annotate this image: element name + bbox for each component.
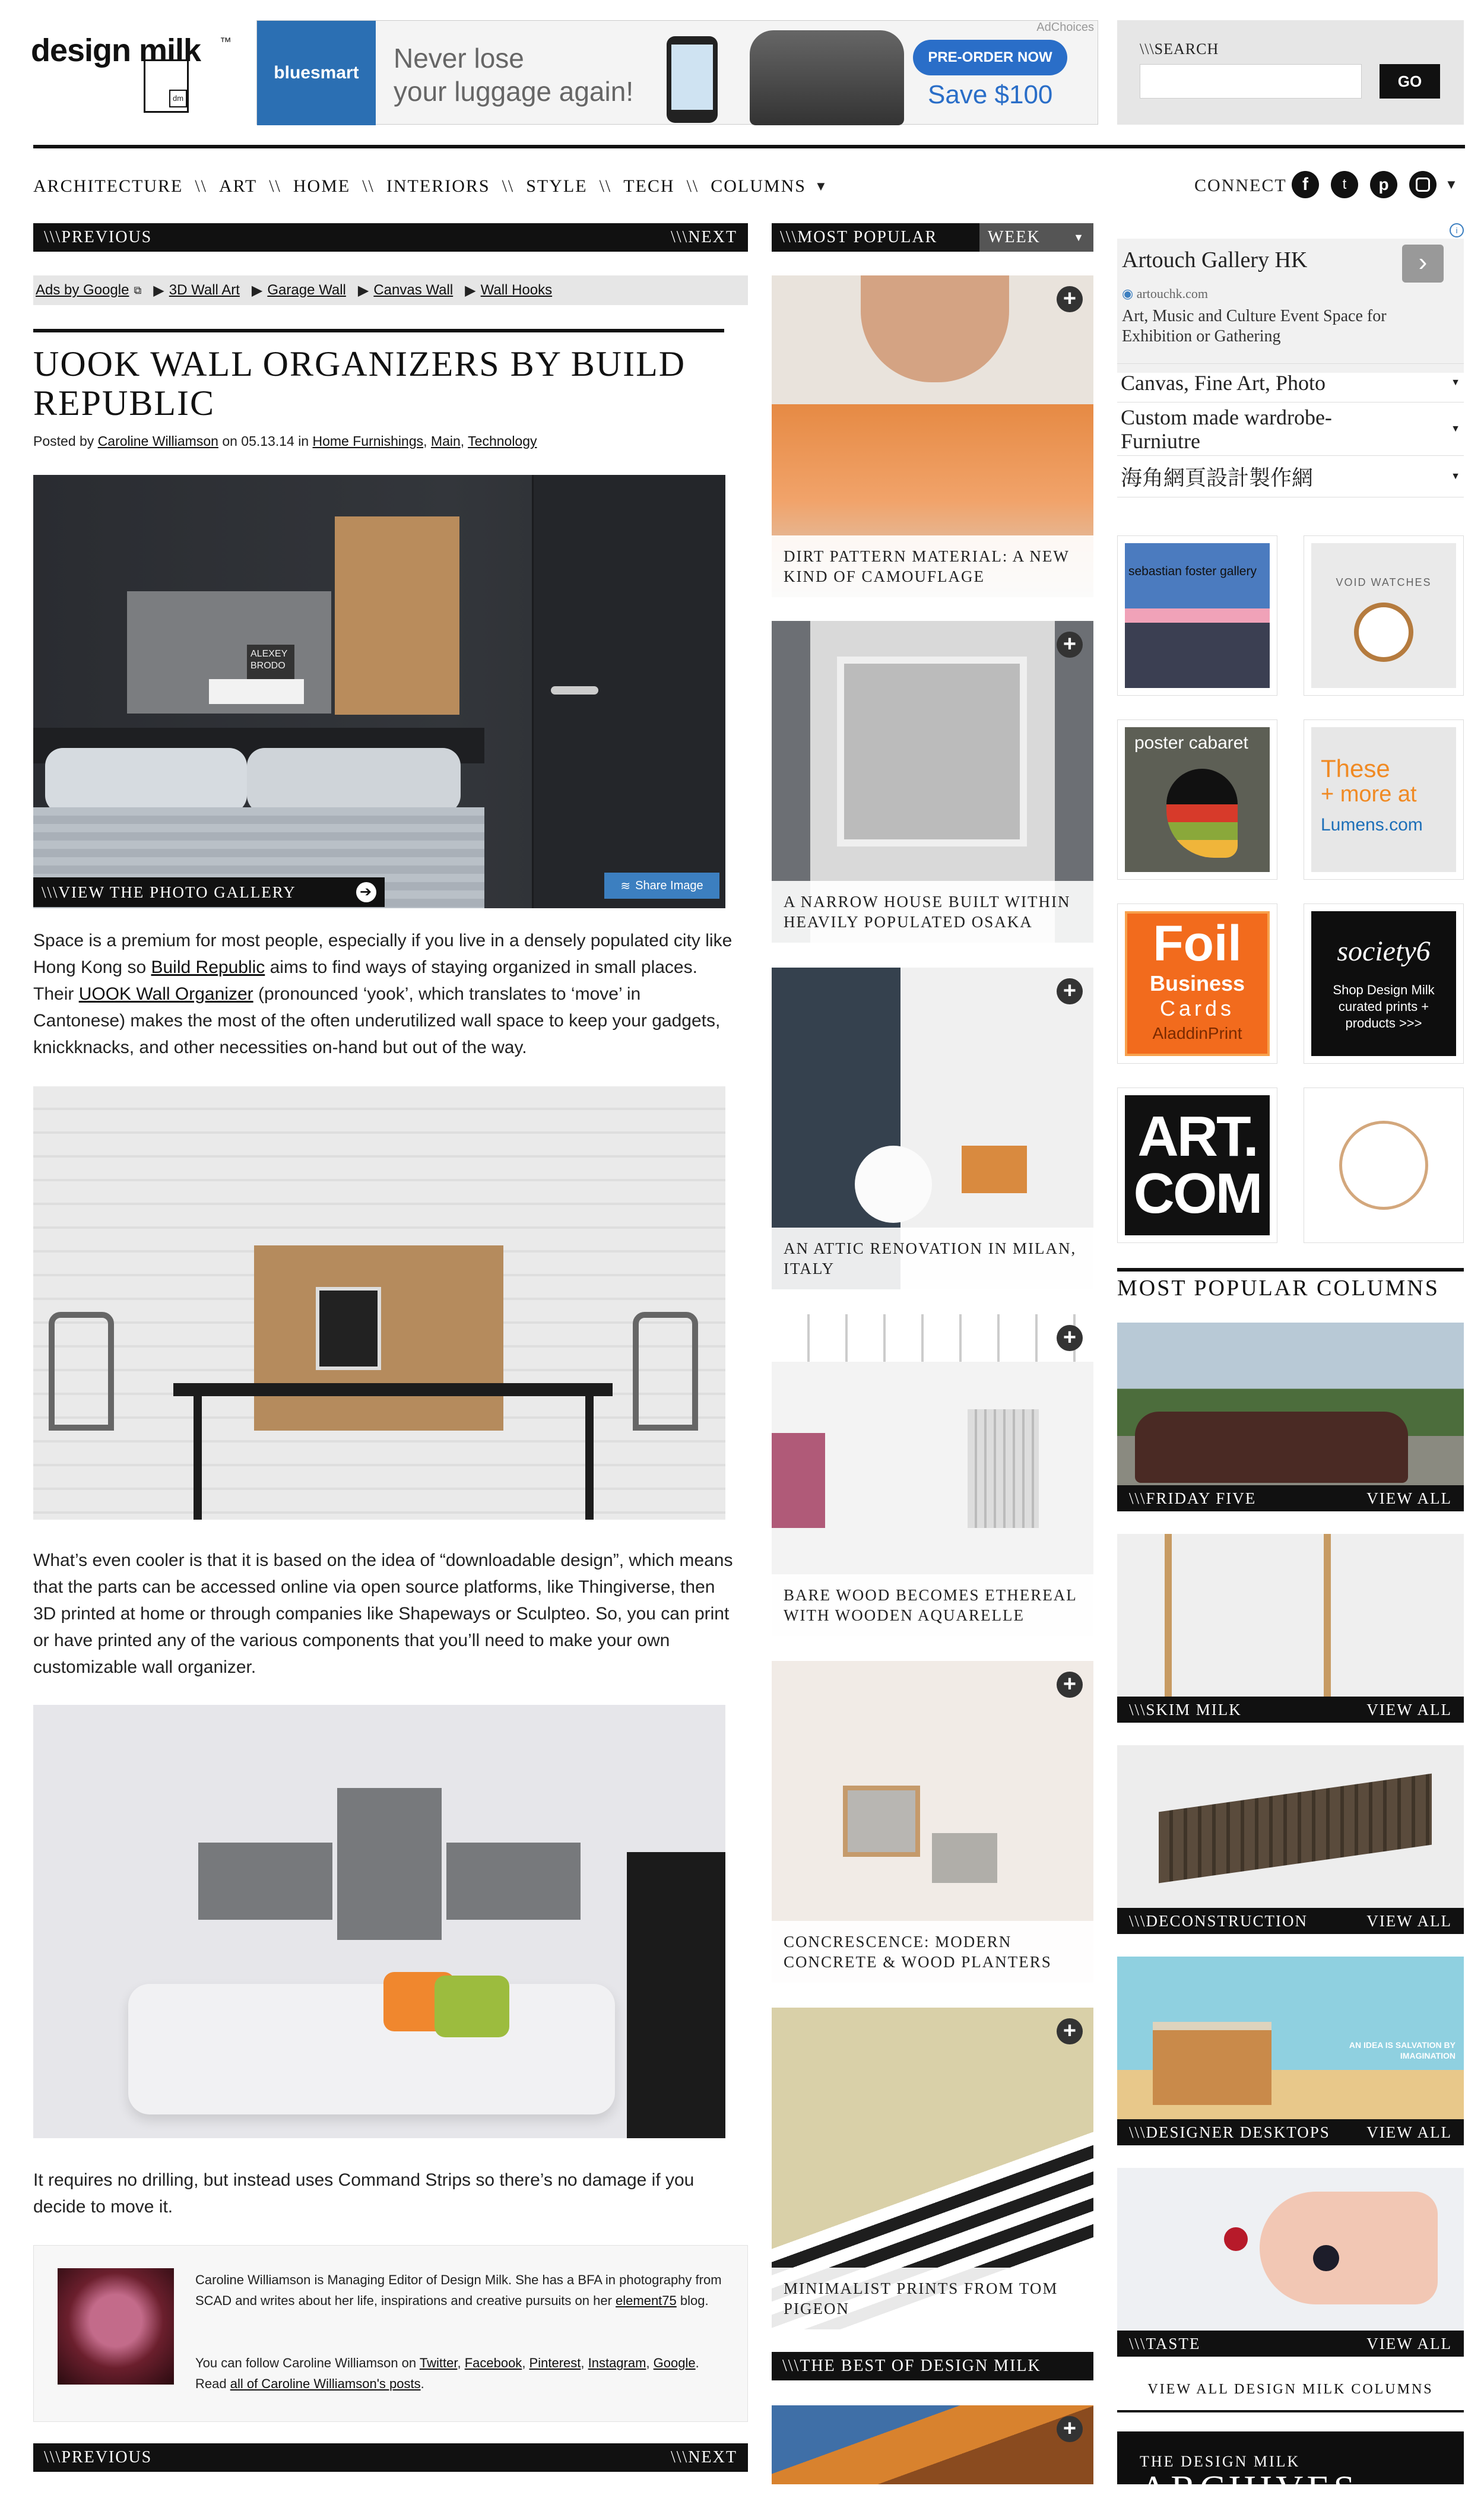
shelf [209,679,304,704]
ad-text: sebastian foster gallery [1128,565,1257,578]
twitter-link[interactable]: Twitter [419,2355,458,2370]
chevron-down-icon[interactable]: ▼ [814,179,829,194]
felt-board [446,1843,581,1920]
archives-big: ARCHIVES [1140,2468,1359,2510]
adchoices-icon[interactable]: i [1450,223,1464,237]
facebook-icon[interactable]: f [1292,171,1319,198]
column-designer-desktops[interactable] [1117,1957,1464,2145]
ad-domain [1122,286,1208,302]
ad-lumens[interactable] [1304,719,1464,880]
ring-image [1339,1121,1428,1210]
caret-down-icon: ▼ [1451,423,1460,434]
sidebar-text-ad[interactable] [1117,223,1464,508]
external-link-icon: ⧉ [134,284,142,296]
google-link[interactable]: Google [653,2355,696,2370]
window-image [772,1314,1093,1362]
nav-style[interactable]: STYLE [526,176,588,196]
nav-separator: \\ [502,176,515,196]
ad-text: VOID WATCHES [1336,576,1432,588]
popular-item-caption: AN ATTIC RENOVATION IN MILAN, ITALY [772,1228,1093,1289]
column-deconstruction[interactable] [1117,1745,1464,1934]
follow-text: . Read [195,2355,699,2391]
desktop-overlay-text: AN IDEA IS SALVATION BY IMAGINATION [1349,2040,1456,2060]
ad-sebastian-foster[interactable] [1117,535,1277,696]
article-paragraph-1 [33,927,734,1061]
radiator-image [968,1409,1039,1528]
planter-image [932,1833,997,1883]
category-link[interactable]: Technology [468,433,537,449]
popular-item-2[interactable] [772,621,1093,943]
archives-small: THE DESIGN MILK [1140,2453,1301,2470]
plus-icon[interactable]: + [1057,1672,1083,1698]
ad-text: Shop Design Milk curated prints + products >>> [1333,982,1435,1031]
planter-image [843,1786,920,1857]
ad-void-watches[interactable] [1304,535,1464,696]
arrow-right-icon: ➔ [356,882,376,902]
nav-architecture[interactable]: ARCHITECTURE [33,176,183,196]
phone-image [667,36,718,123]
ad-dropdown-link[interactable] [1117,456,1464,497]
face-image [861,275,1009,382]
ad-link-item[interactable]: 3D Wall Art [169,282,240,298]
plus-icon[interactable]: + [1057,978,1083,1004]
ad-text: COM [1133,1162,1261,1225]
share-image-button[interactable] [604,873,719,899]
column-bar [1117,1908,1464,1934]
column-taste[interactable] [1117,2168,1464,2357]
view-all-link[interactable]: VIEW ALL [1366,2123,1452,2141]
period-value: WEEK [988,228,1041,246]
most-popular-header [772,223,1093,252]
search-panel [1117,20,1464,125]
popular-item-caption: DIRT PATTERN MATERIAL: A NEW KIND OF CAMOUFLAGE [772,535,1093,597]
beanbag-image [855,1146,932,1223]
popular-item-caption: MINIMALIST PRINTS FROM TOM PIGEON [772,2268,1093,2329]
column-bar [1117,1697,1464,1723]
milk-carton-icon [144,59,189,113]
plus-icon[interactable]: + [1057,286,1083,312]
desk [173,1383,613,1396]
logo[interactable] [31,24,245,119]
category-link[interactable]: Home Furnishings [312,433,424,449]
aquarelle-block [772,1433,825,1528]
nav-tech[interactable]: TECH [623,176,675,196]
pinterest-icon[interactable]: p [1370,171,1397,198]
column-label: \\\DECONSTRUCTION [1129,1911,1308,1930]
ad-text: AladdinPrint [1152,1024,1242,1042]
caret-down-icon: ▼ [1451,378,1460,388]
instagram-link[interactable]: Instagram [588,2355,646,2370]
plus-icon[interactable]: + [1057,1325,1083,1351]
author-avatar[interactable] [58,2268,174,2385]
archives-rule [1117,2410,1464,2412]
dropdown-label: Custom made wardrobe-Furniutre [1121,405,1332,453]
pinterest-link[interactable]: Pinterest [529,2355,581,2370]
column-skim-milk[interactable] [1117,1534,1464,1723]
piano [627,1852,725,2138]
watch-image [1354,603,1413,662]
bio-text: blog. [676,2293,709,2308]
ad-text: ART. [1137,1105,1257,1168]
desk-leg [585,1395,594,1520]
plus-icon[interactable]: + [1057,2018,1083,2044]
bio-text: Caroline Williamson is Managing Editor of Design Milk. She has a BFA in photography from SCAD and writes about her life, inspirations and creative pursuits on her [195,2272,722,2308]
column-bar [1117,2331,1464,2357]
connect-label: CONNECT [1194,176,1287,195]
ad-text: + more at [1321,782,1417,807]
ad-link-item[interactable]: Canvas Wall [373,282,454,298]
author-link[interactable]: Caroline Williamson [97,433,218,449]
popular-item-6[interactable] [772,2008,1093,2329]
ad-headline-2: your luggage again! [394,76,634,107]
best-of-item[interactable] [772,2405,1093,2484]
nav-separator: \\ [195,176,207,196]
ad-poster-cabaret[interactable] [1117,719,1277,880]
view-all-link[interactable]: VIEW ALL [1366,1700,1452,1719]
article-paragraph-3: It requires no drilling, but instead uses Command Strips so there’s no damage if you decide to move it. [33,2170,695,2217]
info-icon: ◉ [1122,286,1134,301]
paragraph-text: Space is a premium for most people, especially if you live in a densely populated city like Hong Kong so [33,931,733,977]
ad-ring[interactable] [1304,1088,1464,1243]
ad-dropdowns [1117,363,1464,497]
cushion [435,1976,509,2037]
ad-dropdown-link[interactable] [1117,363,1464,402]
shelf-image [1165,1534,1331,1723]
build-republic-link[interactable]: Build Republic [151,958,265,977]
previous-link[interactable]: \\\PREVIOUS [44,228,153,246]
logo-tm: ™ [220,36,232,49]
column-label: \\\TASTE [1129,2334,1201,2353]
nav-separator: \\ [686,176,699,196]
cushion-image [962,1146,1027,1193]
article-title: UOOK WALL ORGANIZERS BY BUILD REPUBLIC [33,344,686,423]
ads-by-google-label[interactable]: Ads by Google [36,282,129,298]
search-label: \\\SEARCH [1140,40,1219,58]
ad-link-item[interactable]: Garage Wall [267,282,346,298]
next-link[interactable]: \\\NEXT [671,228,737,246]
dropdown-label: Canvas, Fine Art, Photo [1121,371,1326,395]
ad-description: Art, Music and Culture Event Space for Exhibition or Gathering [1122,307,1387,345]
ad-links-bar [33,275,748,305]
popular-item-caption: BARE WOOD BECOMES ETHEREAL WITH WOODEN AQUARELLE [772,1574,1093,1636]
view-gallery-bar[interactable] [33,877,385,907]
caret-down-icon: ▼ [1451,471,1460,481]
ad-brand-block: bluesmart [257,21,376,125]
logo-box: dm [169,90,187,107]
column-label: \\\FRIDAY FIVE [1129,1489,1257,1507]
column-label: \\\SKIM MILK [1129,1700,1242,1719]
element75-link[interactable]: element75 [616,2293,677,2308]
instagram-icon[interactable] [1409,171,1437,198]
category-link[interactable]: Main [430,433,461,449]
chair [49,1312,114,1431]
meta-prefix: Posted by [33,433,94,449]
article-paragraph-2: What’s even cooler is that it is based on the idea of “downloadable design”, which means that the parts can be accessed online via open source platforms, like Thingiverse, then 3D printed at home or through companies like Shapeways or Sculpteo. So, you can print or have printed any of the various components that you’ll need to make your own customizable wall organizer. [33,1551,733,1677]
nav-interiors[interactable]: INTERIORS [386,176,490,196]
meta-date: on 05.13.14 in [222,433,309,449]
column-friday-five[interactable] [1117,1323,1464,1511]
door-handle [551,686,598,695]
archives-banner[interactable] [1117,2431,1464,2510]
best-of-header [772,2352,1093,2380]
top-banner-ad[interactable] [256,20,1098,125]
pillow [247,748,461,813]
ad-headline-1: Never lose [394,43,524,74]
adchoices-label[interactable]: AdChoices [1036,21,1094,34]
ad-text: Cards [1159,996,1235,1020]
logo-text: design milk [31,33,201,68]
arrow-icon: ▶ [357,282,369,299]
plus-icon[interactable]: + [1057,2416,1083,2442]
share-image-label: Share Image [635,879,703,892]
tray-image [1159,1774,1432,1884]
title-rule [33,329,724,332]
building-image [1153,2022,1271,2105]
article-photo-desk[interactable] [33,1086,725,1520]
view-all-link[interactable]: VIEW ALL [1366,2334,1452,2353]
facebook-link[interactable]: Facebook [464,2355,522,2370]
article-photo-living-room[interactable] [33,1705,725,2138]
berry-image [1313,2245,1339,2271]
next-link[interactable]: \\\NEXT [671,2448,737,2466]
felt-board [198,1843,332,1920]
view-gallery-label: \\\VIEW THE PHOTO GALLERY [42,883,296,901]
luggage-image [750,30,904,125]
popular-item-caption: A NARROW HOUSE BUILT WITHIN HEAVILY POPULATED OSAKA [772,881,1093,943]
article-meta: Posted by Caroline Williamson on 05.13.14 in Home Furnishings, Main, Technology [33,433,537,449]
nav-art[interactable]: ART [219,176,258,196]
caret-down-icon: ▼ [1073,231,1085,243]
nav-separator: \\ [269,176,281,196]
arrow-icon: ▶ [465,282,476,299]
tablet [316,1287,381,1370]
arrow-icon: ▶ [153,282,164,299]
most-popular-label: \\\MOST POPULAR [780,228,938,246]
bird-image [1166,769,1238,858]
main-nav [33,175,829,198]
ad-text: Foil [1153,915,1242,971]
chevron-down-icon[interactable]: ▼ [1445,177,1458,192]
preorder-button[interactable]: PRE-ORDER NOW [913,40,1067,75]
layers-icon: ≋ [620,879,631,893]
post-nav-bottom [33,2443,748,2472]
popular-item-4[interactable] [772,1314,1093,1636]
twitter-icon[interactable]: t [1331,171,1358,198]
header-rule [33,145,1465,148]
author-box [33,2245,748,2422]
ad-text: poster cabaret [1134,733,1248,753]
ad-foil-cards[interactable] [1117,903,1277,1064]
window-image [837,657,1027,846]
plus-icon[interactable]: + [1057,632,1083,658]
follow-text: . [420,2376,424,2391]
nav-separator: \\ [362,176,375,196]
popular-item-5[interactable] [772,1661,1093,1983]
ad-link-item[interactable]: Wall Hooks [480,282,553,298]
nav-home[interactable]: HOME [293,176,351,196]
pillow [45,748,247,813]
uook-link[interactable]: UOOK Wall Organizer [78,984,253,1004]
ad-text: These [1321,754,1390,782]
sofa [128,1984,615,2114]
berry-image [1224,2227,1248,2251]
columns-header: MOST POPULAR COLUMNS [1117,1276,1439,1301]
popular-item-caption: CONCRESCENCE: MODERN CONCRETE & WOOD PLANTERS [772,1921,1093,1983]
popular-item-3[interactable] [772,968,1093,1289]
columns-rule [1117,1268,1464,1272]
ad-text: Business [1149,971,1245,995]
hand-image [1260,2192,1438,2304]
ad-offer: Save $100 [928,80,1053,109]
felt-board [337,1788,442,1940]
view-all-link[interactable]: VIEW ALL [1366,1911,1452,1930]
best-of-label: \\\THE BEST OF DESIGN MILK [782,2357,1041,2375]
column-bar [1117,2119,1464,2145]
column-bar [1117,1485,1464,1511]
view-all-columns-link[interactable]: VIEW ALL DESIGN MILK COLUMNS [1147,2382,1434,2397]
search-go-button[interactable]: GO [1380,64,1440,99]
author-bio [195,2269,730,2311]
photo-sign: ALEXEY BRODO [247,645,294,683]
dropdown-label: 海角網頁設計製作網 [1121,466,1314,490]
nav-separator: \\ [599,176,612,196]
ad-next-button[interactable]: › [1402,245,1444,283]
popular-item-1[interactable] [772,275,1093,597]
ad-text: society6 [1337,936,1431,967]
ad-title[interactable]: Artouch Gallery HK [1122,248,1308,272]
ad-art-com[interactable] [1117,1088,1277,1243]
paragraph-text: aims to find ways of staying organized in small places. Their [33,958,697,1004]
previous-link[interactable]: \\\PREVIOUS [44,2448,153,2466]
author-follow: You can follow Caroline Williamson on Twitter, Facebook, Pinterest, Instagram, Google. Read all of Caroline Williamson's posts. [195,2355,699,2391]
cork-board [335,516,459,715]
desk-leg [194,1395,202,1520]
post-nav-top [33,223,748,252]
ad-dropdown-link[interactable] [1117,402,1464,456]
view-all-link[interactable]: VIEW ALL [1366,1489,1452,1507]
nav-columns[interactable]: COLUMNS [711,176,806,196]
ad-society6[interactable] [1304,903,1464,1064]
period-select[interactable] [979,223,1093,252]
car-image [1135,1412,1408,1483]
ad-header [1117,239,1464,373]
all-posts-link[interactable]: all of Caroline Williamson's posts [230,2376,421,2391]
chair [633,1312,698,1431]
article-photo-bedroom[interactable] [33,475,725,908]
column-label: \\\DESIGNER DESKTOPS [1129,2123,1330,2141]
search-input[interactable] [1140,64,1362,99]
arrow-icon: ▶ [251,282,263,299]
ad-text: Lumens.com [1321,815,1423,835]
ad-domain-text: artouchk.com [1136,286,1209,301]
follow-text: You can follow Caroline Williamson on [195,2355,420,2370]
paragraph-text: (pronounced ‘yook’, which translates to ‘move’ in Cantonese) makes the most of the often underutilized wall space to keep your gadgets, knickknacks, and other necessities on-hand but out of the way. [33,984,721,1057]
